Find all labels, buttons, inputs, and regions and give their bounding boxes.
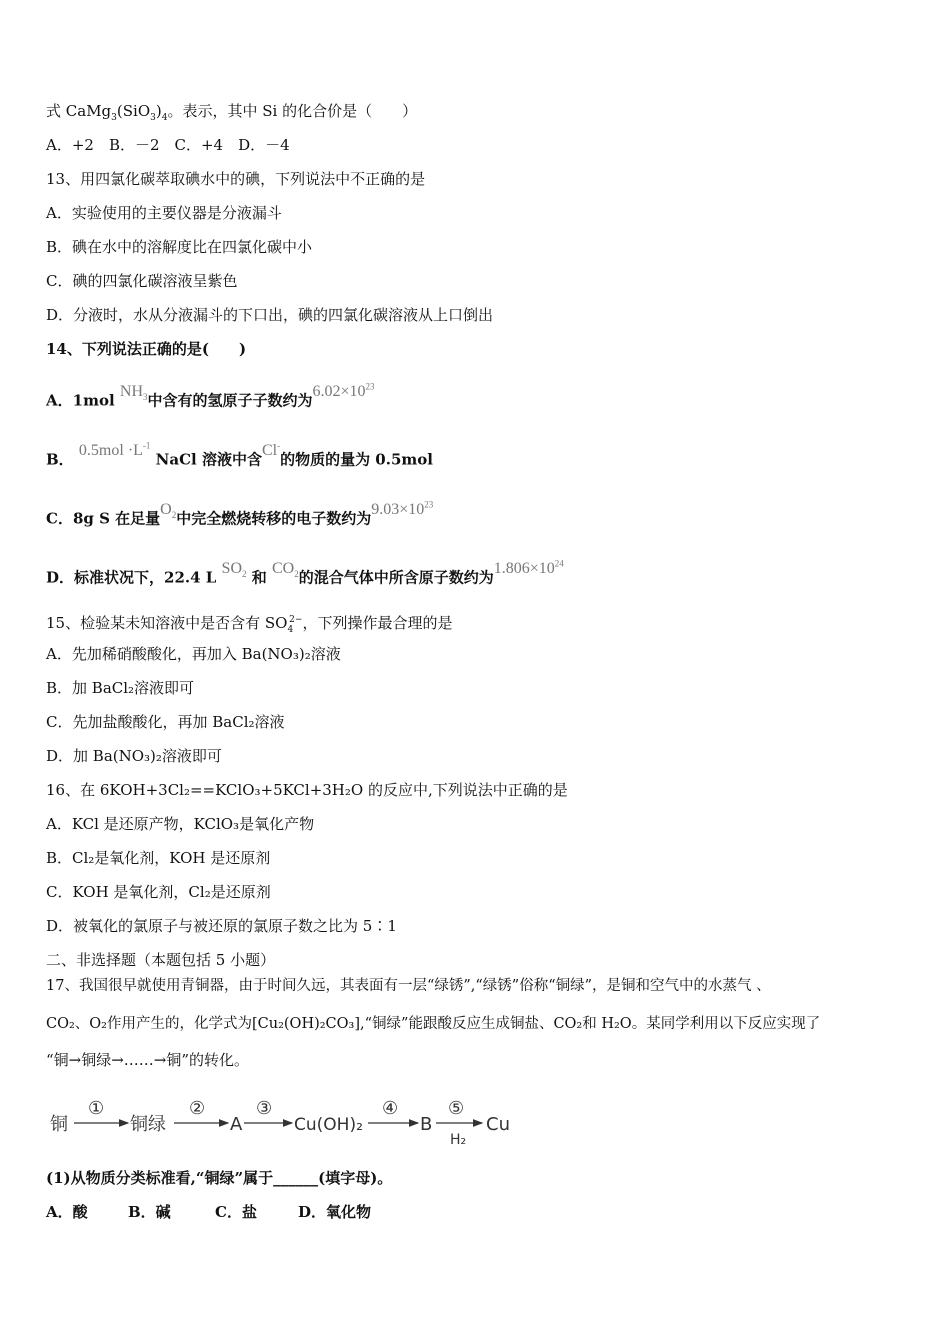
q17-line3: “铜→铜绿→……→铜”的转化。 [46, 1051, 250, 1069]
q16-option-a: A．KCl 是还原产物，KClO₃是氧化产物 [46, 815, 315, 833]
q16-stem: 16、在 6KOH+3Cl₂==KClO₃+5KCl+3H₂O 的反应中,下列说法中正确的是 [46, 781, 568, 799]
q14-stem: 14、下列说法正确的是( ) [46, 340, 247, 358]
scheme-cu-oh-2: Cu(OH)₂ [294, 1115, 363, 1135]
scheme-cu: Cu [486, 1114, 510, 1135]
q16-option-c: C．KOH 是氧化剂，Cl₂是还原剂 [46, 883, 271, 901]
q15-option-c: C．先加盐酸酸化，再加 BaCl₂溶液 [46, 713, 285, 731]
q14-option-a: A．1mol $NH_3$中含有的氢原子子数约为$6.02\times 10^{23}$ [46, 382, 375, 410]
q17-sub1: (1)从物质分类标准看,“铜绿”属于______(填字母)。 [46, 1169, 393, 1187]
q14-option-c: C．8g S 在足量$O_2$中完全燃烧转移的电子数约为$9.03\times 10^{23}$ [46, 500, 434, 528]
reaction-scheme [46, 1092, 526, 1148]
q14-option-d: D．标准状况下，22.4 L $SO_2$ 和 $CO_2$的混合气体中所含原子数约为$1.806\times 10^{24}$ [46, 559, 564, 587]
q17-option-b: B．碱 [128, 1203, 171, 1221]
q16-option-b: B．Cl₂是氧化剂，KOH 是还原剂 [46, 849, 271, 867]
q16-option-d: D．被氧化的氯原子与被还原的氯原子数之比为 5∶1 [46, 917, 397, 935]
scheme-h2: H₂ [450, 1132, 467, 1148]
q13-option-a: A．实验使用的主要仪器是分液漏斗 [46, 204, 282, 222]
q17-sub1-options [46, 1202, 371, 1222]
q15-option-b: B．加 BaCl₂溶液即可 [46, 679, 195, 697]
scheme-copper-green: 铜绿 [130, 1114, 166, 1135]
scheme-step4: ④ [382, 1098, 399, 1119]
q17-option-a: A．酸 [46, 1203, 88, 1221]
q17-option-c: C．盐 [215, 1203, 257, 1221]
scheme-step1: ① [88, 1098, 105, 1119]
q13-option-c: C．碘的四氯化碳溶液呈紫色 [46, 272, 238, 290]
scheme-copper: 铜 [50, 1114, 68, 1135]
scheme-step3: ③ [256, 1098, 273, 1119]
q17-option-d: D．氧化物 [298, 1203, 372, 1221]
q12-stem: 式 $CaMg_3(SiO_3)_4$。表示，其中 Si 的化合价是（ ） [46, 102, 418, 123]
q13-stem: 13、用四氯化碳萃取碘水中的碘，下列说法中不正确的是 [46, 170, 426, 188]
q15-option-d: D．加 Ba(NO₃)₂溶液即可 [46, 747, 222, 765]
q15-stem: 15、检验某未知溶液中是否含有 $SO_4^{2-}$，下列操作最合理的是 [46, 614, 453, 635]
q12-options: A．+2 B．－2 C．+4 D．－4 [46, 136, 290, 154]
q13-option-d: D．分液时，水从分液漏斗的下口出，碘的四氯化碳溶液从上口倒出 [46, 306, 494, 324]
q17-line1: 17、我国很早就使用青铜器，由于时间久远，其表面有一层“绿锈”,“绿锈”俗称“铜绿”，是铜和空气中的水蒸气 、 [46, 978, 771, 994]
scheme-A: A [230, 1114, 243, 1135]
q15-option-a: A．先加稀硝酸酸化，再加入 Ba(NO₃)₂溶液 [46, 645, 341, 663]
q13-option-b: B．碘在水中的溶解度比在四氯化碳中小 [46, 238, 313, 256]
scheme-B: B [420, 1114, 433, 1135]
q17-line2: CO₂、O₂作用产生的，化学式为[Cu₂(OH)₂CO₃],“铜绿”能跟酸反应生成铜盐、CO₂和 H₂O。某同学利用以下反应实现了 [46, 1016, 821, 1032]
section-heading: 二、非选择题（本题包括 5 小题） [46, 951, 276, 969]
scheme-step5: ⑤ [448, 1098, 465, 1119]
q14-option-b: B． $0.5mol \cdot L^{-1}$ NaCl 溶液中含Cl-的物质的量为 0.5mol [46, 441, 433, 469]
scheme-step2: ② [189, 1098, 206, 1119]
